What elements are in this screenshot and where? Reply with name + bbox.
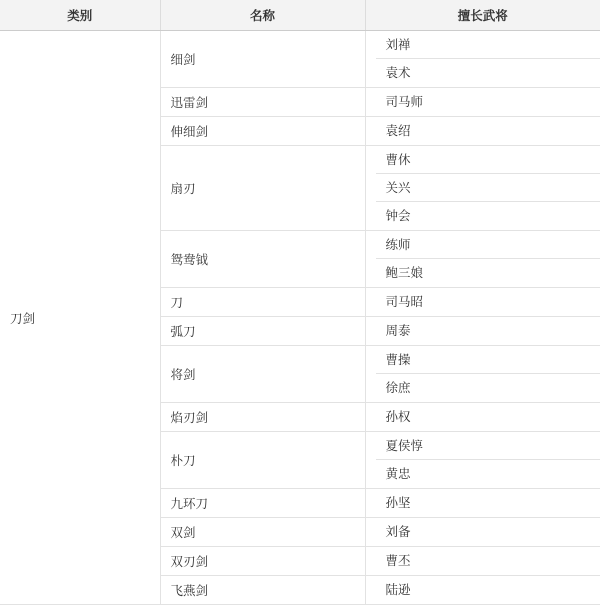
general-name: 练师 — [376, 231, 600, 259]
generals-cell — [365, 432, 600, 489]
general-name: 钟会 — [376, 202, 600, 230]
general-name: 曹休 — [376, 146, 600, 174]
table-header-row — [0, 0, 600, 31]
generals-cell — [365, 317, 600, 346]
weapon-name-cell: 九环刀 — [160, 489, 365, 518]
weapon-name-cell: 焰刃剑 — [160, 403, 365, 432]
general-name: 徐庶 — [376, 374, 600, 402]
generals-cell — [365, 146, 600, 231]
generals-cell — [365, 403, 600, 432]
general-name: 曹操 — [376, 346, 600, 374]
weapon-name-cell: 刀 — [160, 288, 365, 317]
generals-cell — [365, 288, 600, 317]
generals-cell — [365, 518, 600, 547]
weapon-name-cell: 伸细剑 — [160, 117, 365, 146]
general-name: 周泰 — [376, 317, 600, 345]
table-row — [0, 31, 600, 88]
general-name: 黄忠 — [376, 460, 600, 488]
generals-cell — [365, 547, 600, 576]
weapon-name-cell: 朴刀 — [160, 432, 365, 489]
generals-cell — [365, 489, 600, 518]
generals-cell — [365, 231, 600, 288]
weapon-name-cell: 双刃剑 — [160, 547, 365, 576]
general-name: 孙权 — [376, 403, 600, 431]
column-header-generals: 擅长武将 — [365, 0, 600, 31]
general-name: 刘禅 — [376, 31, 600, 59]
weapon-name-cell: 细剑 — [160, 31, 365, 88]
general-name: 刘备 — [376, 518, 600, 546]
weapon-name-cell: 迅雷剑 — [160, 88, 365, 117]
general-name: 袁绍 — [376, 117, 600, 145]
table-head — [0, 0, 600, 31]
generals-cell — [365, 346, 600, 403]
general-name: 司马昭 — [376, 288, 600, 316]
category-cell: 刀剑 — [0, 31, 160, 605]
weapon-name-cell: 扇刃 — [160, 146, 365, 231]
weapon-name-cell: 鸳鸯钺 — [160, 231, 365, 288]
general-name: 关兴 — [376, 174, 600, 202]
general-name: 曹丕 — [376, 547, 600, 575]
general-name: 陆逊 — [376, 576, 600, 604]
weapon-name-cell: 飞燕剑 — [160, 576, 365, 605]
generals-cell — [365, 576, 600, 605]
generals-cell — [365, 88, 600, 117]
general-name: 夏侯惇 — [376, 432, 600, 460]
weapon-name-cell: 将剑 — [160, 346, 365, 403]
general-name: 鲍三娘 — [376, 259, 600, 287]
general-name: 孙坚 — [376, 489, 600, 517]
column-header-name: 名称 — [160, 0, 365, 31]
weapon-name-cell: 双剑 — [160, 518, 365, 547]
general-name: 袁术 — [376, 59, 600, 87]
generals-cell — [365, 117, 600, 146]
column-header-category: 类别 — [0, 0, 160, 31]
general-name: 司马师 — [376, 88, 600, 116]
generals-cell — [365, 31, 600, 88]
weapon-name-cell: 弧刀 — [160, 317, 365, 346]
table-body — [0, 31, 600, 605]
